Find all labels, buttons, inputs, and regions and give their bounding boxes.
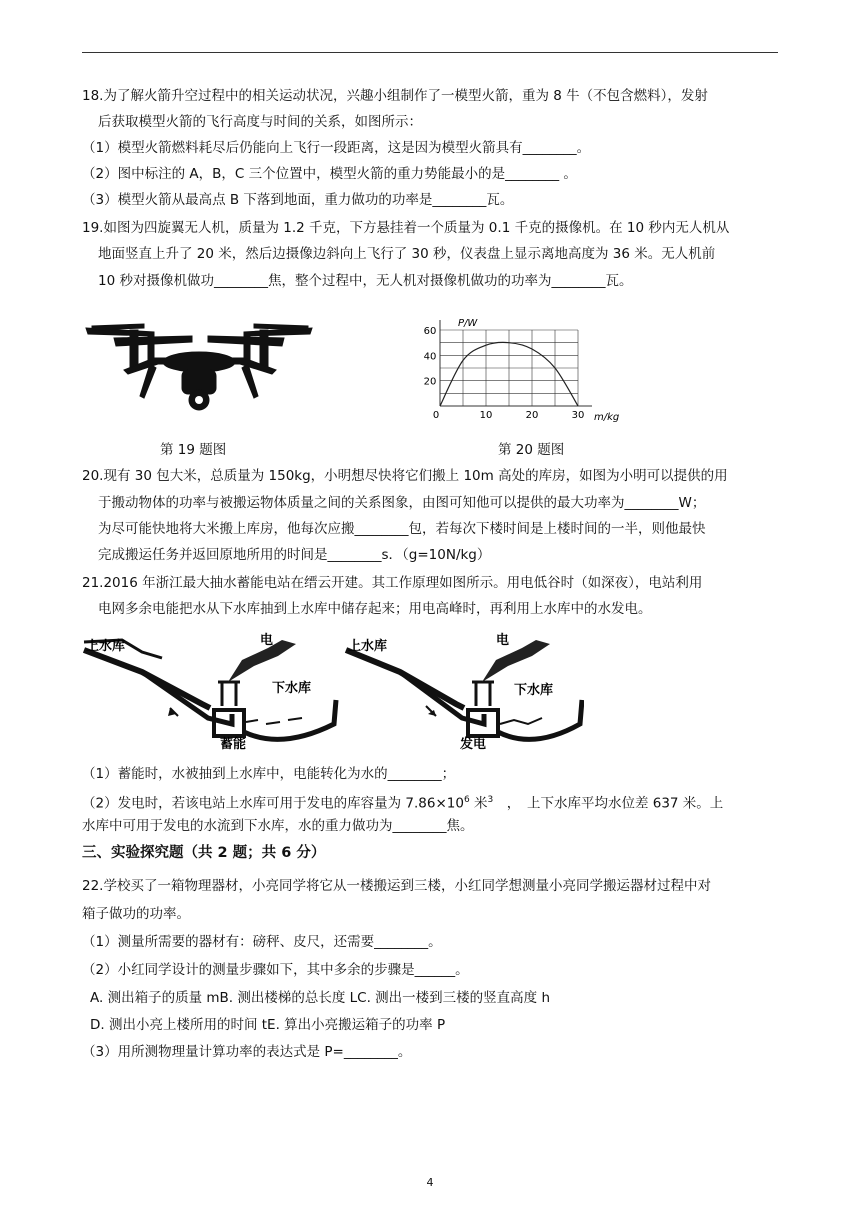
page-number: 4 xyxy=(426,1176,434,1189)
q20-line2: 于搬动物体的功率与被搬运物体质量之间的关系图象，由图可知他可以提供的最大功率为________W； xyxy=(98,495,706,511)
q21-part2-text-c: ， 上下水库平均水位差 637 米。上 xyxy=(493,795,724,812)
q18-line1: 18.为了解火箭升空过程中的相关运动状况，兴趣小组制作了一模型火箭，重为 8 牛（不包含燃料），发射 xyxy=(82,88,708,104)
q22-part2: （2）小红同学设计的测量步骤如下，其中多余的步骤是______。 xyxy=(82,962,469,978)
caption-20: 第 20 题图 xyxy=(498,442,565,458)
q20-line3: 为尽可能快地将大米搬上库房，他每次应搬________包，若每次下楼时间是上楼时间的一半，则他最快 xyxy=(98,521,706,537)
caption-19: 第 19 题图 xyxy=(160,442,227,458)
electricity-label-right: 电 xyxy=(496,633,510,648)
q21-line2: 电网多余电能把水从下水库抽到上水库中储存起来；用电高峰时，再利用上水库中的水发电。 xyxy=(98,601,652,617)
chart-x-axis-label: m/kg xyxy=(594,412,620,423)
q19-line2: 地面竖直上升了 20 米，然后边摄像边斜向上飞行了 30 秒，仪表盘上显示离地高度为 36 米。无人机前 xyxy=(98,246,716,262)
q21-part2-text-a: （2）发电时，若该电站上水库可用于发电的库容量为 7.86×10 xyxy=(82,795,464,812)
q22-options-2: D. 测出小亮上楼所用的时间 tE. 算出小亮搬运箱子的功率 P xyxy=(90,1017,446,1033)
chart-y-axis-label: P/W xyxy=(458,318,478,329)
drone-figure xyxy=(84,318,316,418)
pumped-storage-figure-right xyxy=(344,632,584,750)
q22-line2: 箱子做功的功率。 xyxy=(82,906,190,922)
q21-part2-line2: 水库中可用于发电的水流到下水库，水的重力做功为________焦。 xyxy=(82,818,474,834)
storage-mode-label: 蓄能 xyxy=(220,737,247,750)
q20-line1: 20.现有 30 包大米，总质量为 150kg，小明想尽快将它们搬上 10m 高处的库房，如图为小明可以提供的用 xyxy=(82,468,728,484)
q21-part1: （1）蓄能时，水被抽到上水库中，电能转化为水的________； xyxy=(82,766,456,782)
chart-y-tick: 40 xyxy=(423,351,437,363)
q21-part2-line1 xyxy=(82,790,782,814)
q21-part2-unit: 米 xyxy=(469,795,488,812)
chart-x-tick: 20 xyxy=(525,410,539,421)
chart-tick-origin: 0 xyxy=(432,410,440,421)
q18-line2: 后获取模型火箭的飞行高度与时间的关系，如图所示： xyxy=(98,114,422,130)
q22-line1: 22.学校买了一箱物理器材，小亮同学将它从一楼搬运到三楼，小红同学想测量小亮同学搬运器材过程中对 xyxy=(82,878,711,894)
q18-part2: （2）图中标注的 A，B，C 三个位置中，模型火箭的重力势能最小的是________ 。 xyxy=(82,166,577,182)
chart-x-tick: 30 xyxy=(571,410,585,421)
chart-y-tick: 60 xyxy=(423,326,437,337)
q21-exponent-6: 6 xyxy=(463,795,470,805)
section-3-heading: 三、实验探究题（共 2 题；共 6 分） xyxy=(82,845,326,861)
q21-line1: 21.2016 年浙江最大抽水蓄能电站在缙云开建。其工作原理如图所示。用电低谷时（如深夜），电站利用 xyxy=(82,575,703,591)
pumped-storage-figure-left xyxy=(82,632,340,750)
chart-x-tick: 10 xyxy=(479,410,493,421)
lower-reservoir-label-left: 下水库 xyxy=(272,681,312,696)
q22-options-1: A. 测出箱子的质量 mB. 测出楼梯的总长度 LC. 测出一楼到三楼的竖直高度 h xyxy=(90,990,551,1006)
q19-line3: 10 秒对摄像机做功________焦，整个过程中，无人机对摄像机做功的功率为________瓦。 xyxy=(98,273,633,289)
upper-reservoir-label-right: 上水库 xyxy=(348,639,388,654)
generation-mode-label: 发电 xyxy=(460,737,487,750)
q22-part3: （3）用所测物理量计算功率的表达式是 P=________。 xyxy=(82,1044,412,1060)
upper-reservoir-label-left: 上水库 xyxy=(86,639,126,654)
header-rule xyxy=(82,52,778,53)
power-mass-chart xyxy=(418,312,632,424)
q21-exponent-3: 3 xyxy=(487,795,494,805)
q20-line4: 完成搬运任务并返回原地所用的时间是________s．（g=10N/kg） xyxy=(98,547,491,563)
lower-reservoir-label-right: 下水库 xyxy=(514,683,554,698)
q22-part1: （1）测量所需要的器材有：磅秤、皮尺，还需要________。 xyxy=(82,934,442,950)
q19-line1: 19.如图为四旋翼无人机，质量为 1.2 千克，下方悬挂着一个质量为 0.1 千克的摄像机。在 10 秒内无人机从 xyxy=(82,220,730,236)
electricity-label-left: 电 xyxy=(260,633,274,648)
q18-part3: （3）模型火箭从最高点 B 下落到地面，重力做功的功率是________瓦。 xyxy=(82,192,514,208)
q18-part1: （1）模型火箭燃料耗尽后仍能向上飞行一段距离，这是因为模型火箭具有________。 xyxy=(82,140,591,156)
chart-y-tick: 20 xyxy=(423,376,437,388)
